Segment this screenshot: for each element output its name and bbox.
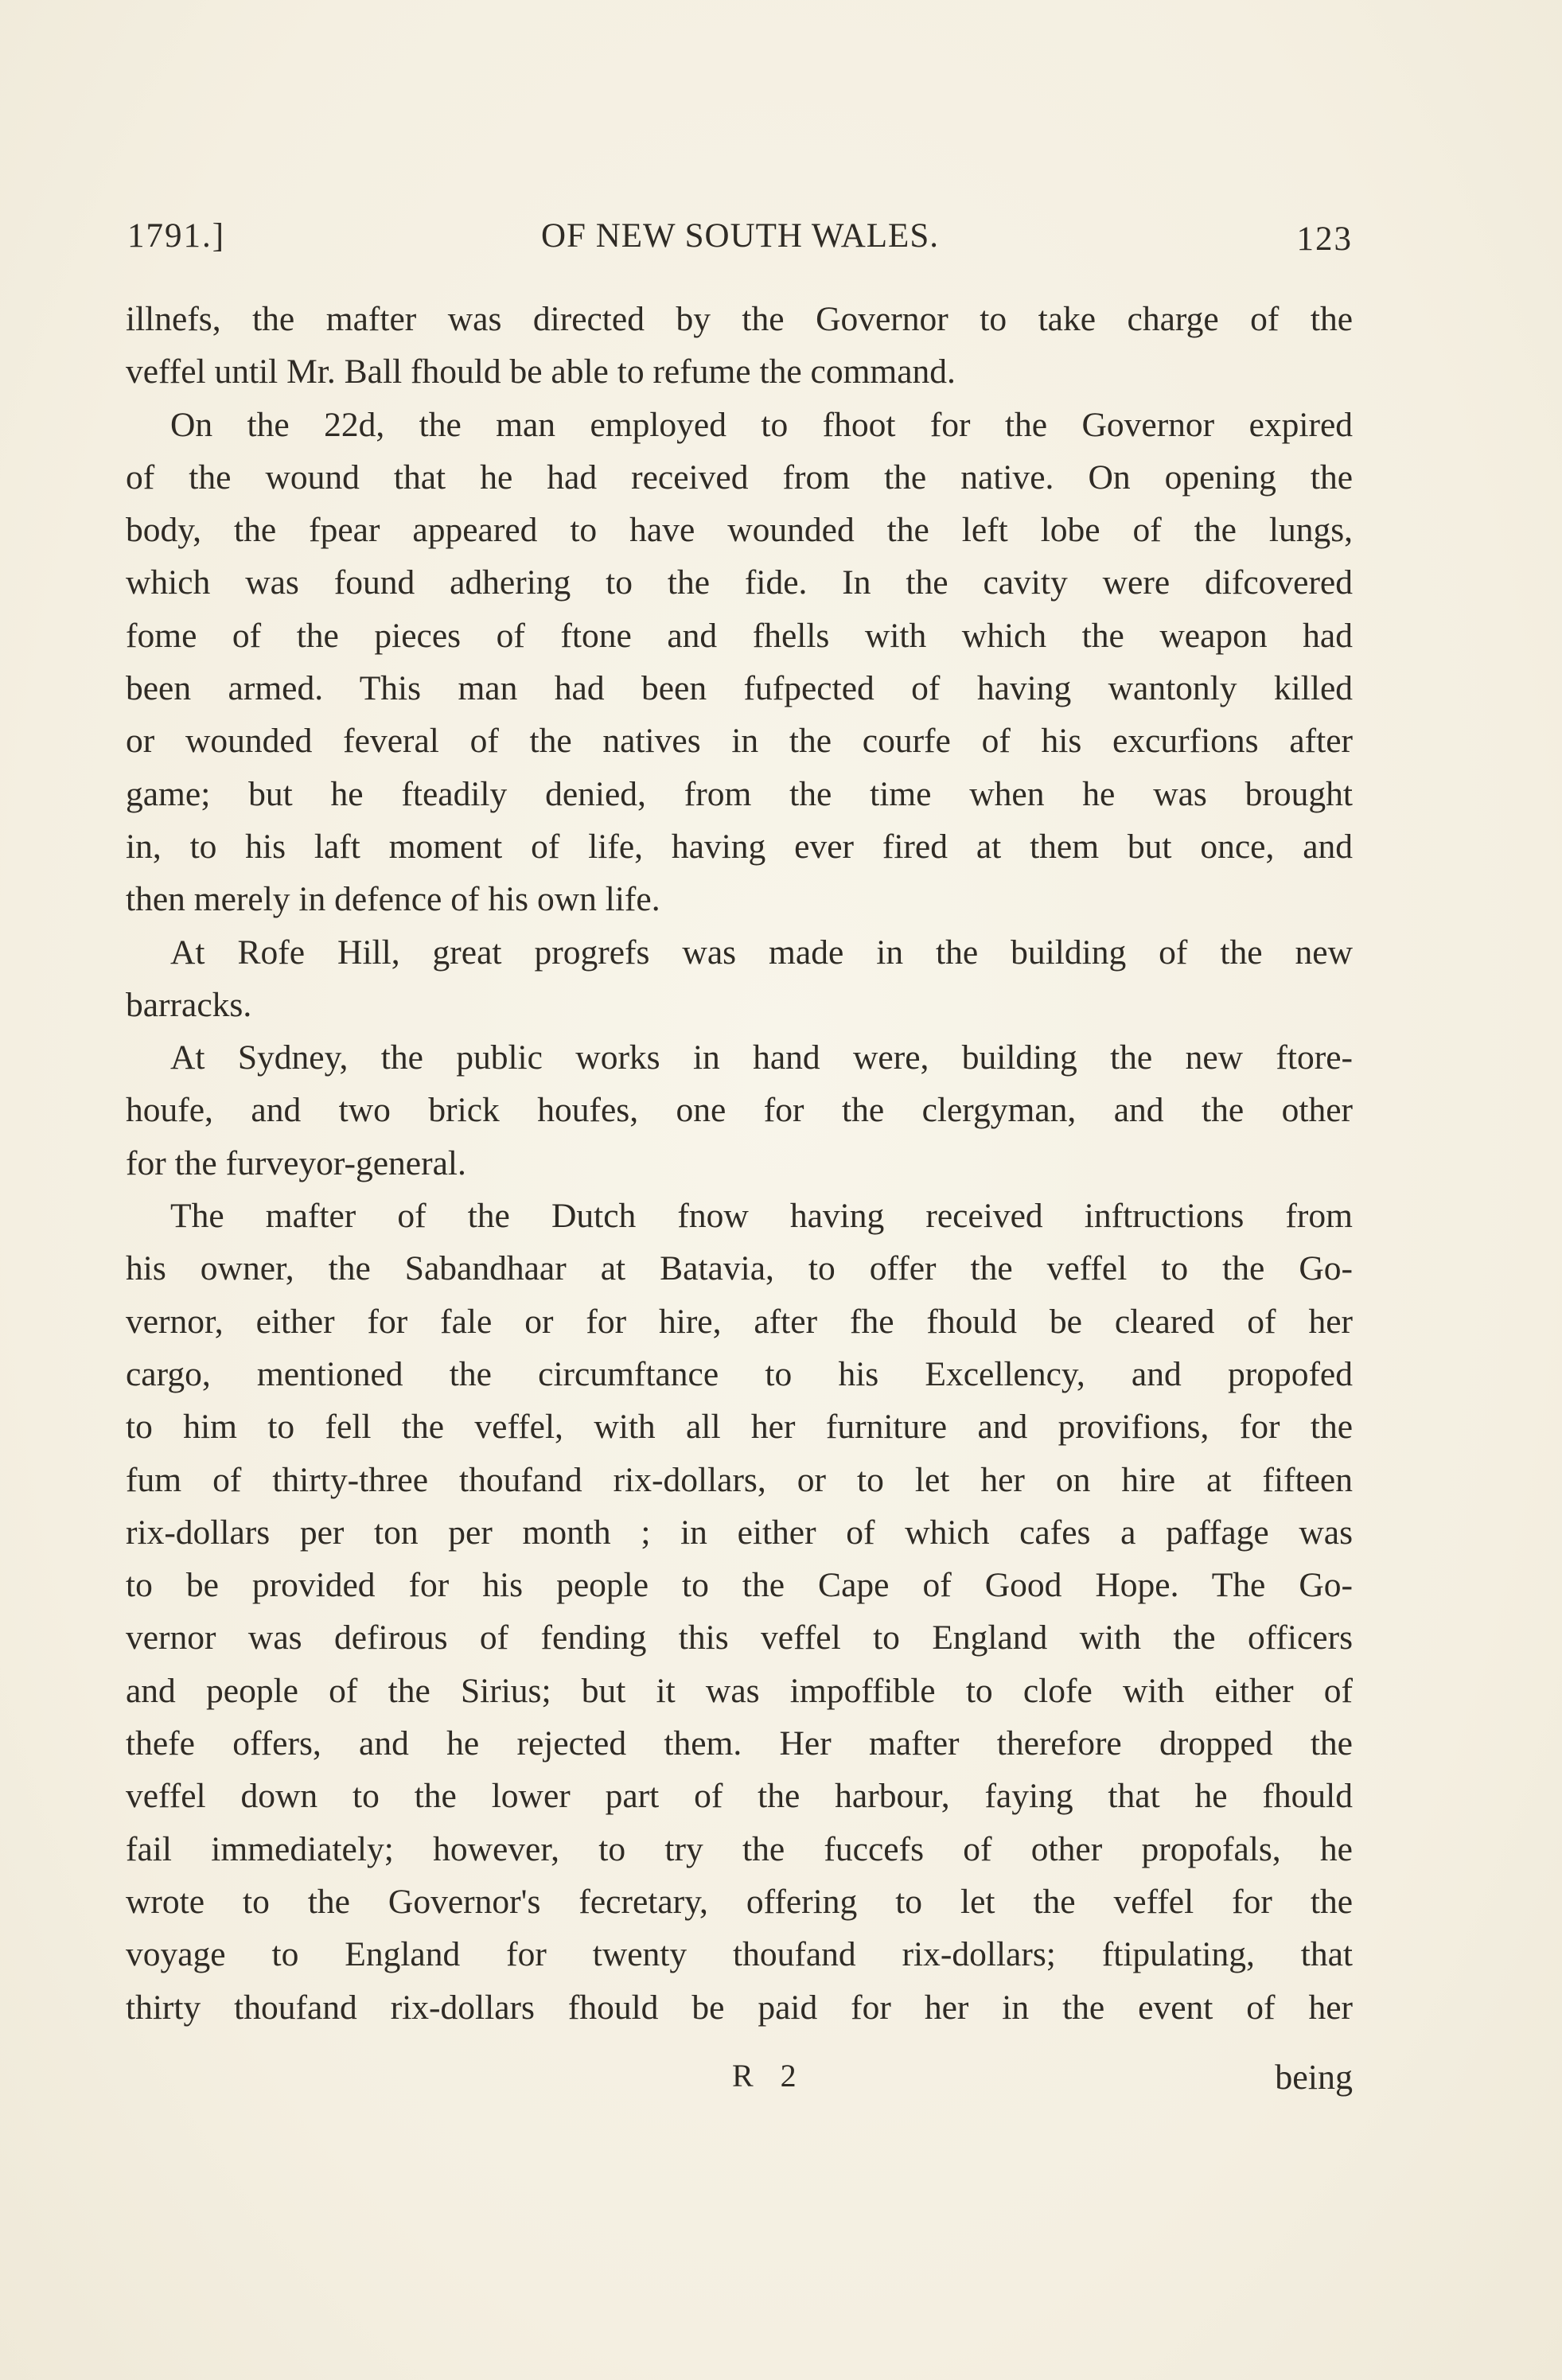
- text-line: On the 22d, the man employed to fhoot for the Governor expired: [170, 405, 1353, 444]
- text-line: vernor, either for fale or for hire, after fhe fhould be cleared of her: [126, 1302, 1353, 1341]
- text-line: wrote to the Governor's fecretary, offering to let the veffel for the: [126, 1882, 1353, 1921]
- header-year: 1791.]: [127, 217, 226, 255]
- text-line: illnefs, the mafter was directed by the Governor to take charge of the: [126, 300, 1353, 338]
- text-line: been armed. This man had been fufpected of having wantonly killed: [126, 669, 1353, 708]
- text-line: vernor was defirous of fending this veffel to England with the officers: [126, 1618, 1353, 1657]
- text-line: body, the fpear appeared to have wounded the left lobe of the lungs,: [126, 511, 1353, 550]
- text-line: fum of thirty-three thoufand rix-dollars, or to let her on hire at fifteen: [126, 1460, 1353, 1499]
- text-line: voyage to England for twenty thoufand rix-dollars; ftipulating, that: [126, 1935, 1353, 1974]
- body-text: [126, 293, 1353, 2034]
- header-title: OF NEW SOUTH WALES.: [541, 217, 939, 255]
- text-line: houfe, and two brick houfes, one for the clergyman, and the other: [126, 1091, 1353, 1130]
- text-line: thirty thoufand rix-dollars fhould be paid for her in the event of her: [126, 1988, 1353, 2027]
- page-number: 123: [1296, 220, 1353, 258]
- text-line: in, to his laft moment of life, having ever fired at them but once, and: [126, 827, 1353, 866]
- text-line: veffel down to the lower part of the harbour, faying that he fhould: [126, 1777, 1353, 1816]
- text-line: cargo, mentioned the circumftance to his Excellency, and propofed: [126, 1354, 1353, 1393]
- text-line: and people of the Sirius; but it was impoffible to clofe with either of: [126, 1671, 1353, 1710]
- text-line: barracks.: [126, 985, 252, 1024]
- text-line: The mafter of the Dutch fnow having received inftructions from: [170, 1197, 1353, 1236]
- page-footer: [126, 2057, 1353, 2105]
- running-header: [127, 208, 1353, 256]
- text-line: veffel until Mr. Ball fhould be able to refume the command.: [126, 353, 956, 391]
- signature-mark: R 2: [732, 2058, 806, 2094]
- text-line: then merely in defence of his own life.: [126, 880, 660, 919]
- text-line: to be provided for his people to the Cape of Good Hope. The Go-: [126, 1566, 1353, 1605]
- text-line: At Rofe Hill, great progrefs was made in the building of the new: [170, 933, 1353, 972]
- text-line: to him to fell the veffel, with all her furniture and provifions, for the: [126, 1408, 1353, 1447]
- text-line: which was found adhering to the fide. In the cavity were difcovered: [126, 563, 1353, 602]
- text-line: or wounded feveral of the natives in the courfe of his excurfions after: [126, 722, 1353, 761]
- catchword: being: [1275, 2058, 1353, 2097]
- text-line: game; but he fteadily denied, from the time when he was brought: [126, 774, 1353, 813]
- text-line: his owner, the Sabandhaar at Batavia, to offer the veffel to the Go-: [126, 1249, 1353, 1288]
- text-line: of the wound that he had received from the native. On opening the: [126, 458, 1353, 497]
- text-line: thefe offers, and he rejected them. Her mafter therefore dropped the: [126, 1724, 1353, 1763]
- text-line: rix-dollars per ton per month ; in either of which cafes a paffage was: [126, 1513, 1353, 1552]
- text-line: fome of the pieces of ftone and fhells with which the weapon had: [126, 616, 1353, 655]
- text-line: At Sydney, the public works in hand were, building the new ftore-: [170, 1038, 1353, 1077]
- text-line: fail immediately; however, to try the fuccefs of other propofals, he: [126, 1829, 1353, 1868]
- text-line: for the furveyor-general.: [126, 1143, 466, 1182]
